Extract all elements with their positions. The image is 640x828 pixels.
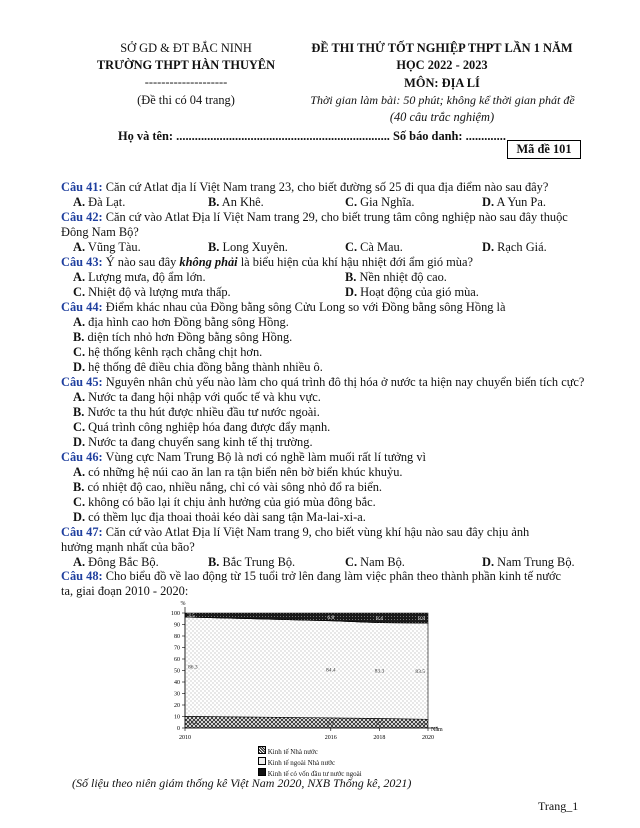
page-count: (Đề thi có 04 trang) xyxy=(137,93,235,107)
y-tick-label: 30 xyxy=(174,691,180,698)
y-tick-label: 20 xyxy=(174,703,180,709)
q45-option-d[interactable]: D. Nước ta đang chuyển sang kinh tế thị trường. xyxy=(73,435,313,449)
x-axis-label: Năm xyxy=(431,727,443,733)
q42-option-a[interactable]: A. Vũng Tàu. xyxy=(73,240,141,254)
y-tick-label: 70 xyxy=(174,645,180,652)
q44-option-a[interactable]: A. địa hình cao hơn Đồng bằng sông Hồng. xyxy=(73,315,289,329)
data-source: (Số liệu theo niên giám thống kê Việt Nam 2020, NXB Thống kê, 2021) xyxy=(72,776,412,790)
y-tick-label: 60 xyxy=(174,657,180,663)
data-label: 86.3 xyxy=(188,664,198,671)
question-41: Câu 41: Căn cứ Atlat địa lí Việt Nam trang 23, cho biết đường số 25 đi qua địa điểm nào sau đây? xyxy=(61,180,549,194)
subject: MÔN: ĐỊA LÍ xyxy=(404,76,480,90)
school-name: TRƯỜNG THPT HÀN THUYÊN xyxy=(96,58,276,72)
data-label: 7.6 xyxy=(418,721,425,728)
data-label: 8.8 xyxy=(327,720,335,727)
q42-option-c[interactable]: C. Cà Mau. xyxy=(345,240,403,254)
time-limit: Thời gian làm bài: 50 phút; không kể thời gian phát đề xyxy=(310,93,575,107)
q41-option-c[interactable]: C. Gia Nghĩa. xyxy=(345,195,415,209)
question-47: Câu 47: Căn cứ vào Atlat Địa lí Việt Nam trang 9, cho biết vùng khí hậu nào sau đây chịu ảnh xyxy=(61,525,530,539)
question-count: (40 câu trắc nghiệm) xyxy=(389,110,495,124)
data-label: 10.2 xyxy=(188,720,198,727)
y-tick-label: 80 xyxy=(174,634,180,640)
question-42: Câu 42: Căn cứ vào Atlat Địa lí Việt Nam trang 29, cho biết trung tâm công nghiệp nào sau đây thuộc xyxy=(61,210,568,224)
q44-option-d[interactable]: D. hệ thống đê điều chia đồng bằng thành nhiều ô. xyxy=(73,360,323,374)
q47-option-b[interactable]: B. Bắc Trung Bộ. xyxy=(208,555,296,569)
q43-option-a[interactable]: A. Lượng mưa, độ ẩm lớn. xyxy=(73,270,206,284)
chart-legend xyxy=(258,746,362,779)
q42-option-d[interactable]: D. Rạch Giá. xyxy=(482,240,547,254)
legend-item-fdi: Kinh tế có vốn đầu tư nước ngoài xyxy=(258,768,362,779)
q46-option-b[interactable]: B. có nhiệt độ cao, nhiều nắng, chỉ có vài sông nhỏ đổ ra biển. xyxy=(73,480,383,494)
data-label: 83.5 xyxy=(415,669,425,676)
q45-option-a[interactable]: A. Nước ta đang hội nhập với quốc tế và khu vực. xyxy=(73,390,321,404)
q43-option-b[interactable]: B. Nền nhiệt độ cao. xyxy=(345,270,447,284)
y-tick-label: 0 xyxy=(177,726,180,732)
q41-option-d[interactable]: D. A Yun Pa. xyxy=(482,195,546,209)
data-label: 84.4 xyxy=(325,667,336,674)
page-number: Trang_1 xyxy=(538,799,579,813)
q41-option-b[interactable]: B. An Khê. xyxy=(208,195,264,209)
question-48: Câu 48: Cho biểu đồ về lao động từ 15 tuổi trở lên đang làm việc phân theo thành phần kinh tế nước xyxy=(61,569,562,583)
y-tick-label: 10 xyxy=(174,714,180,721)
x-tick-label: 2010 xyxy=(179,735,191,741)
question-47-cont: hưởng mạnh nhất của bão? xyxy=(61,540,195,554)
dept-name: SỞ GD & ĐT BẮC NINH xyxy=(120,41,252,55)
x-tick-label: 2016 xyxy=(324,735,337,741)
y-tick-label: 50 xyxy=(174,668,180,675)
question-43: Câu 43: Ý nào sau đây không phải là biểu hiện của khí hậu nhiệt đới ẩm gió mùa? xyxy=(61,255,473,269)
q43-option-d[interactable]: D. Hoạt động của gió mùa. xyxy=(345,285,479,299)
data-label: 8.3 xyxy=(375,721,383,728)
q43-option-c[interactable]: C. Nhiệt độ và lượng mưa thấp. xyxy=(73,285,231,299)
question-44: Câu 44: Điểm khác nhau của Đồng bằng sông Cửu Long so với Đồng bằng sông Hồng là xyxy=(61,300,506,314)
question-46: Câu 46: Vùng cực Nam Trung Bộ là nơi có nghề làm muối rất lí tưởng vì xyxy=(61,450,426,464)
q46-option-c[interactable]: C. không có bão lại ít chịu ảnh hưởng của gió mùa đông bắc. xyxy=(73,495,376,509)
q44-option-c[interactable]: C. hệ thống kênh rạch chằng chịt hơn. xyxy=(73,345,263,359)
q46-option-a[interactable]: A. có những hệ núi cao ăn lan ra tận biển nên bờ biển khúc khuỷu. xyxy=(73,465,403,479)
question-42-cont: Đông Nam Bộ? xyxy=(61,225,139,239)
legend-item-nonstate: Kinh tế ngoài Nhà nước xyxy=(258,757,362,768)
data-label: 8.8 xyxy=(418,616,425,623)
q45-option-c[interactable]: C. Quá trình công nghiệp hóa đang được đẩy mạnh. xyxy=(73,420,331,434)
y-tick-label: 90 xyxy=(174,622,180,629)
x-tick-label: 2018 xyxy=(373,735,386,741)
y-axis-label: % xyxy=(180,601,186,607)
data-label: 83.3 xyxy=(374,668,385,675)
q47-option-d[interactable]: D. Nam Trung Bộ. xyxy=(482,555,575,569)
x-tick-label: 2020 xyxy=(422,735,434,741)
q42-option-b[interactable]: B. Long Xuyên. xyxy=(208,240,288,254)
exam-code-box: Mã đề 101 xyxy=(507,140,581,159)
data-label: 8.4 xyxy=(375,615,383,622)
q47-option-a[interactable]: A. Đông Bắc Bộ. xyxy=(73,555,159,569)
student-info-line: Họ và tên: ..................................................................... Số báo danh: ............. xyxy=(118,129,506,143)
q41-option-a[interactable]: A. Đà Lạt. xyxy=(73,195,126,209)
q46-option-d[interactable]: D. có thềm lục địa thoai thoải kéo dài sang tận Ma-lai-xi-a. xyxy=(73,510,366,524)
q45-option-b[interactable]: B. Nước ta thu hút được nhiều đầu tư nước ngoài. xyxy=(73,405,320,419)
header-dashes: -------------------- xyxy=(144,75,228,89)
question-48-cont: ta, giai đoạn 2010 - 2020: xyxy=(61,584,189,598)
data-label: 3.5 xyxy=(188,613,195,620)
y-tick-label: 100 xyxy=(171,611,180,617)
question-45: Câu 45: Nguyên nhân chủ yếu nào làm cho quá trình đô thị hóa ở nước ta hiện nay chuyển biến tích cực? xyxy=(61,375,585,389)
y-tick-label: 40 xyxy=(174,680,180,686)
q47-option-c[interactable]: C. Nam Bộ. xyxy=(345,555,405,569)
exam-title-line1: ĐỀ THI THỬ TỐT NGHIỆP THPT LẦN 1 NĂM xyxy=(311,41,573,55)
data-label: 6.8 xyxy=(327,614,335,621)
legend-item-state: Kinh tế Nhà nước xyxy=(258,746,362,757)
q44-option-b[interactable]: B. diện tích nhỏ hơn Đồng bằng sông Hồng. xyxy=(73,330,293,344)
exam-title-line2: HỌC 2022 - 2023 xyxy=(396,58,488,72)
